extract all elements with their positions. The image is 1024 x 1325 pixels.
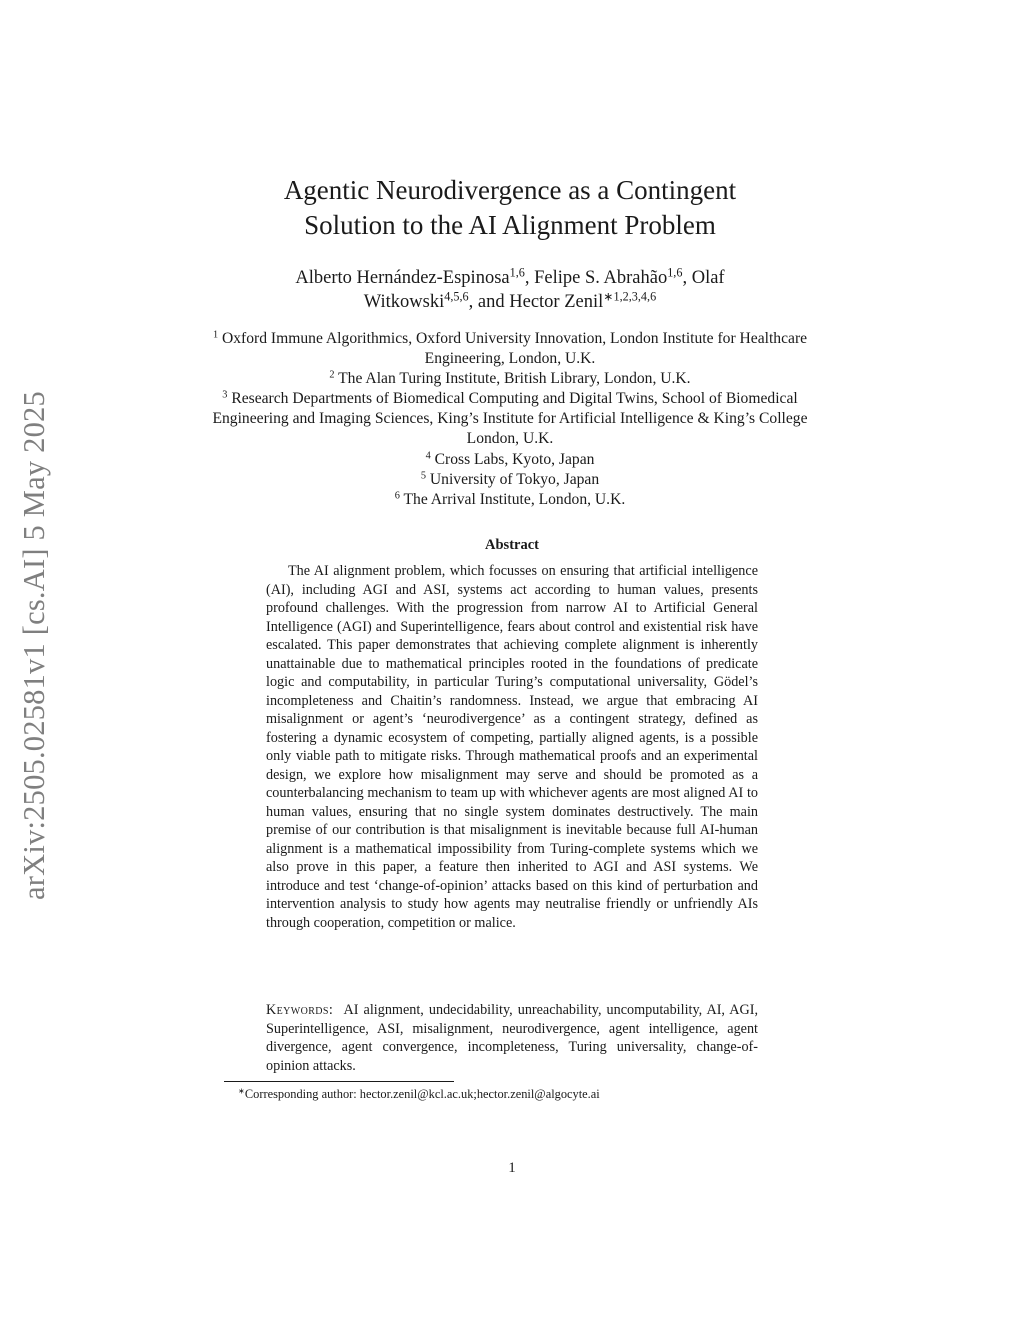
title-line-2: Solution to the AI Alignment Problem [304,210,716,240]
abstract-body: The AI alignment problem, which focusses on ensuring that artificial intelligence (AI), including AGI and ASI, systems act according to human values, presents profound challenges. With the progression from narrow AI to Artificial General Intelligence (AGI) and Superintelligence, fears about control and existential risk have escalated. This paper demonstrates that achieving complete alignment is inherently unattainable due to mathematical principles rooted in the foundations of predicate logic and computability, in particular Turing’s computational universality, Gödel’s incompleteness and Chaitin’s randomness. Instead, we argue that embracing AI misalignment or agent’s ‘neurodivergence’ as a contingent strategy, defined as fostering a dynamic ecosystem of competing, partially aligned agents, is a possible only viable path to mitigate risks. Through mathematical proofs and an experimental design, we explore how misalignment may serve and should be promoted as a counterbalancing mechanism to team up with whichever agents are most aligned AI to human values, ensuring that no single system dominates destructively. The main premise of our contribution is that misalignment is inevitable because full AI-human alignment is a mathematical impossibility from Turing-complete systems which we also prove in this paper, a feature then inherited to AGI and ASI systems. We introduce and test ‘change-of-opinion’ attacks based on this kind of perturbation and intervention analysis to study how agents may neutralise friendly or unfriendly AIs through cooperation, competition or malice. [266,563,758,931]
footnote-divider [224,1081,454,1082]
affiliation-item [210,389,810,449]
title-line-1: Agentic Neurodivergence as a Contingent [283,175,737,205]
affiliation-list [210,329,810,510]
author-affiliation-marks: 1,6 [667,265,683,280]
affiliation-number: 1 [212,329,219,341]
keywords-label: Keywords: [266,1002,334,1018]
author-list [240,266,780,314]
affiliation-number: 5 [420,470,426,481]
affiliation-number: 6 [394,490,400,502]
affiliation-item [210,490,810,510]
author-name: Felipe S. Abrahão [534,268,668,288]
affiliation-text: The Alan Turing Institute, British Library, London, U.K. [338,370,691,388]
affiliation-number: 2 [329,369,335,381]
affiliation-text: Oxford Immune Algorithmics, Oxford University Innovation, London Institute for Healthcare Engineering, London, U.K. [221,330,808,368]
author-affiliation-marks: 4,5,6 [444,289,469,304]
affiliation-number: 3 [222,389,228,401]
arxiv-side-stamp [12,360,56,930]
author-separator: , [682,268,692,288]
affiliation-text: University of Tokyo, Japan [429,470,600,488]
author-separator: , and [468,292,510,312]
corresponding-author-footnote [238,1086,798,1102]
page-number: 1 [508,1160,516,1176]
author-affiliation-marks: ∗1,2,3,4,6 [603,289,657,304]
author-name: Alberto Hernández-Espinosa [295,268,510,288]
footnote-mark: ∗ [238,1086,245,1096]
affiliation-item [210,470,810,490]
footnote-text: Corresponding author: hector.zenil@kcl.ac.uk;hector.zenil@algocyte.ai [244,1087,600,1101]
affiliation-item [210,329,810,369]
affiliation-number: 4 [425,449,431,461]
affiliation-text: Research Departments of Biomedical Computing and Digital Twins, School of Biomedical Engineering and Imaging Sciences, King’s Institute for Artificial Intelligence & King’s College London, U.K. [212,390,808,448]
affiliation-text: The Arrival Institute, London, U.K. [403,490,626,508]
author-affiliation-marks: 1,6 [509,265,525,280]
affiliation-item [210,369,810,389]
affiliation-text: Cross Labs, Kyoto, Japan [434,450,595,468]
abstract-heading: Abstract [485,537,539,553]
keywords-text: AI alignment, undecidability, unreachability, uncomputability, AI, AGI, Superintelligence, ASI, misalignment, neurodivergence, agent intelligence, agent divergence, agent convergence, incompleteness, Turing universality, change-of-opinion attacks. [266,1002,758,1074]
arxiv-identifier: arXiv:2505.02581v1 [cs.AI] 5 May 2025 [16,390,51,900]
paper-title [230,173,790,243]
author-name: Hector Zenil [509,292,604,312]
affiliation-item [210,450,810,470]
author-name: Olaf Witkowski [363,268,725,312]
keywords-paragraph [266,1001,758,1075]
author-separator: , [524,268,535,288]
